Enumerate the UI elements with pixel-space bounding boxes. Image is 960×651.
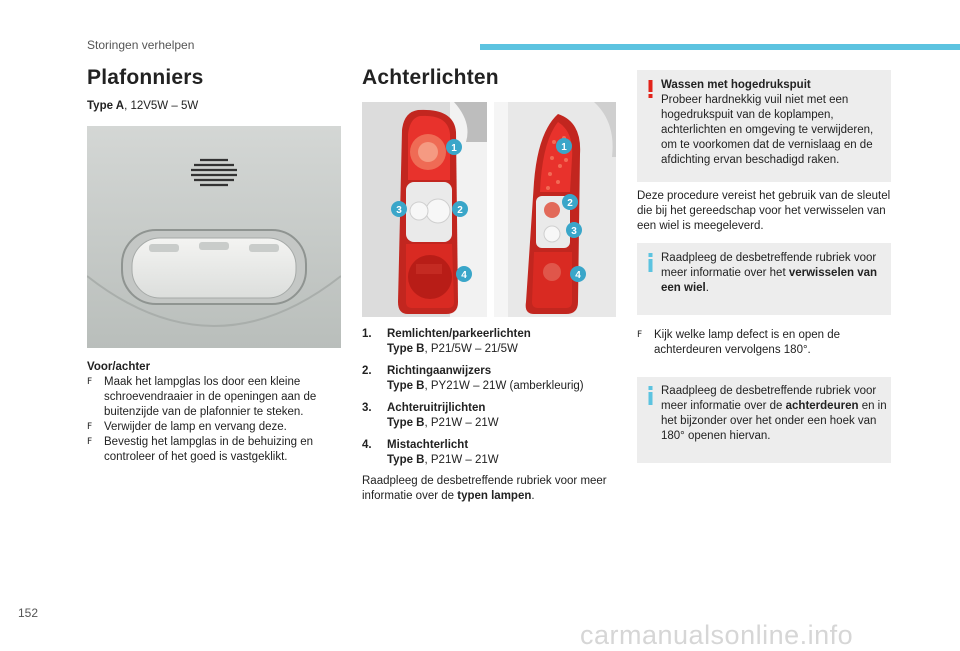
rear-light-image-left: [362, 102, 487, 317]
info-icon: [648, 386, 653, 405]
item-number: 3.: [362, 402, 372, 414]
callout-4: [570, 266, 586, 282]
item-type: Type B: [387, 454, 425, 466]
svg-text:2: 2: [567, 198, 573, 209]
reference-text: Raadpleeg de desbetreffende rubriek voor meer informatie over de: [362, 475, 607, 502]
caption-heading: Voor/achter: [87, 361, 151, 373]
info-end: en in het bijzonder over het onder een hoek van 180° openen hiervan.: [661, 400, 887, 442]
type-label: Type A: [87, 100, 125, 112]
info-doors-text: [661, 384, 889, 444]
svg-text:1: 1: [451, 143, 457, 154]
item-spec: , P21/5W – 21/5W: [424, 343, 518, 355]
svg-text:4: 4: [461, 270, 467, 281]
bullet-text: Maak het lampglas los door een kleine schroevendraaier in de openingen aan de buitenzijde van de plafonnier te steken.: [104, 376, 317, 418]
bullet-text: Bevestig het lampglas in de behuizing en controleer of het goed is vastgeklikt.: [104, 436, 314, 463]
check-bullet: [637, 328, 887, 358]
plafonnier-type-line: [87, 99, 198, 114]
achterlichten-title: Achterlichten: [362, 66, 499, 89]
warning-exclamation-icon: [648, 80, 653, 98]
reference-end: .: [531, 490, 535, 502]
plafonniers-title: Plafonniers: [87, 66, 204, 89]
reference-bold: typen lampen: [457, 490, 532, 502]
item-spec: , P21W – 21W: [424, 417, 499, 429]
info-text: Raadpleeg de desbetreffende rubriek voor meer informatie over de: [661, 385, 877, 412]
watermark: carmanualsonline.info: [580, 620, 854, 650]
bullet-marker: F: [637, 330, 643, 340]
item-type: Type B: [387, 380, 425, 392]
bullet-text: Verwijder de lamp en vervang deze.: [104, 421, 287, 433]
bullet-text: Kijk welke lamp defect is en open de achterdeuren vervolgens 180°.: [654, 329, 841, 356]
item-name: Richtingaanwijzers: [387, 365, 492, 377]
warning-text: Probeer hardnekkig vuil niet met een hogedrukspuit van de koplampen, achterlichten en omgeving te verwijderen, om te voorkomen dat de vernislaag en de afdichting ervan beschadigd raken.: [661, 94, 874, 166]
item-name: Achteruitrijlichten: [387, 402, 486, 414]
procedure-text: Deze procedure vereist het gebruik van de sleutel die bij het gereedschap voor het verwisselen van een wiel is meegeleverd.: [637, 190, 891, 232]
page-number: 152: [18, 606, 39, 620]
callout-2: [562, 194, 578, 210]
bullet-marker: F: [87, 422, 93, 432]
callout-3: [566, 222, 582, 238]
svg-text:1: 1: [561, 142, 567, 153]
item-number: 4.: [362, 439, 372, 451]
instruction-bullet: [87, 375, 332, 420]
type-spec: , 12V5W – 5W: [124, 100, 199, 112]
svg-text:3: 3: [571, 226, 577, 237]
section-header: Storingen verhelpen: [87, 38, 195, 52]
bullet-marker: F: [87, 377, 93, 387]
instruction-bullet: [87, 420, 332, 435]
svg-text:4: 4: [575, 270, 581, 281]
info-end: .: [705, 282, 709, 294]
info-icon: [648, 253, 653, 272]
item-type: Type B: [387, 417, 425, 429]
info-wheel-text: [661, 251, 889, 296]
lamp-item-3: [362, 401, 617, 431]
callout-4: [456, 266, 472, 282]
lamp-types-reference: [362, 474, 617, 504]
info-bold: achterdeuren: [785, 400, 859, 412]
svg-text:3: 3: [396, 205, 402, 216]
item-name: Remlichten/parkeerlichten: [387, 328, 531, 340]
lamp-item-1: [362, 327, 617, 357]
svg-text:2: 2: [457, 205, 463, 216]
lamp-item-2: [362, 364, 617, 394]
header-accent-bar: [480, 44, 960, 50]
info-bold: verwisselen van een wiel: [661, 267, 878, 294]
plafonnier-instructions: [87, 360, 332, 465]
item-number: 2.: [362, 365, 372, 377]
item-spec: , PY21W – 21W (amberkleurig): [424, 380, 584, 392]
item-spec: , P21W – 21W: [424, 454, 499, 466]
rear-light-image-right: [494, 102, 616, 317]
item-name: Mistachterlicht: [387, 439, 469, 451]
callout-3: [391, 201, 407, 217]
warning-content: [661, 78, 885, 168]
instruction-bullet: [87, 435, 332, 465]
callout-1: [446, 139, 462, 155]
interior-lamp-image: [87, 126, 341, 348]
info-text: Raadpleeg de desbetreffende rubriek voor meer informatie over het: [661, 252, 877, 279]
item-number: 1.: [362, 328, 372, 340]
lamp-list: [362, 327, 617, 475]
callout-1: [556, 138, 572, 154]
warning-title: Wassen met hogedrukspuit: [661, 79, 811, 91]
callout-2: [452, 201, 468, 217]
lamp-item-4: [362, 438, 617, 468]
bullet-marker: F: [87, 437, 93, 447]
item-type: Type B: [387, 343, 425, 355]
